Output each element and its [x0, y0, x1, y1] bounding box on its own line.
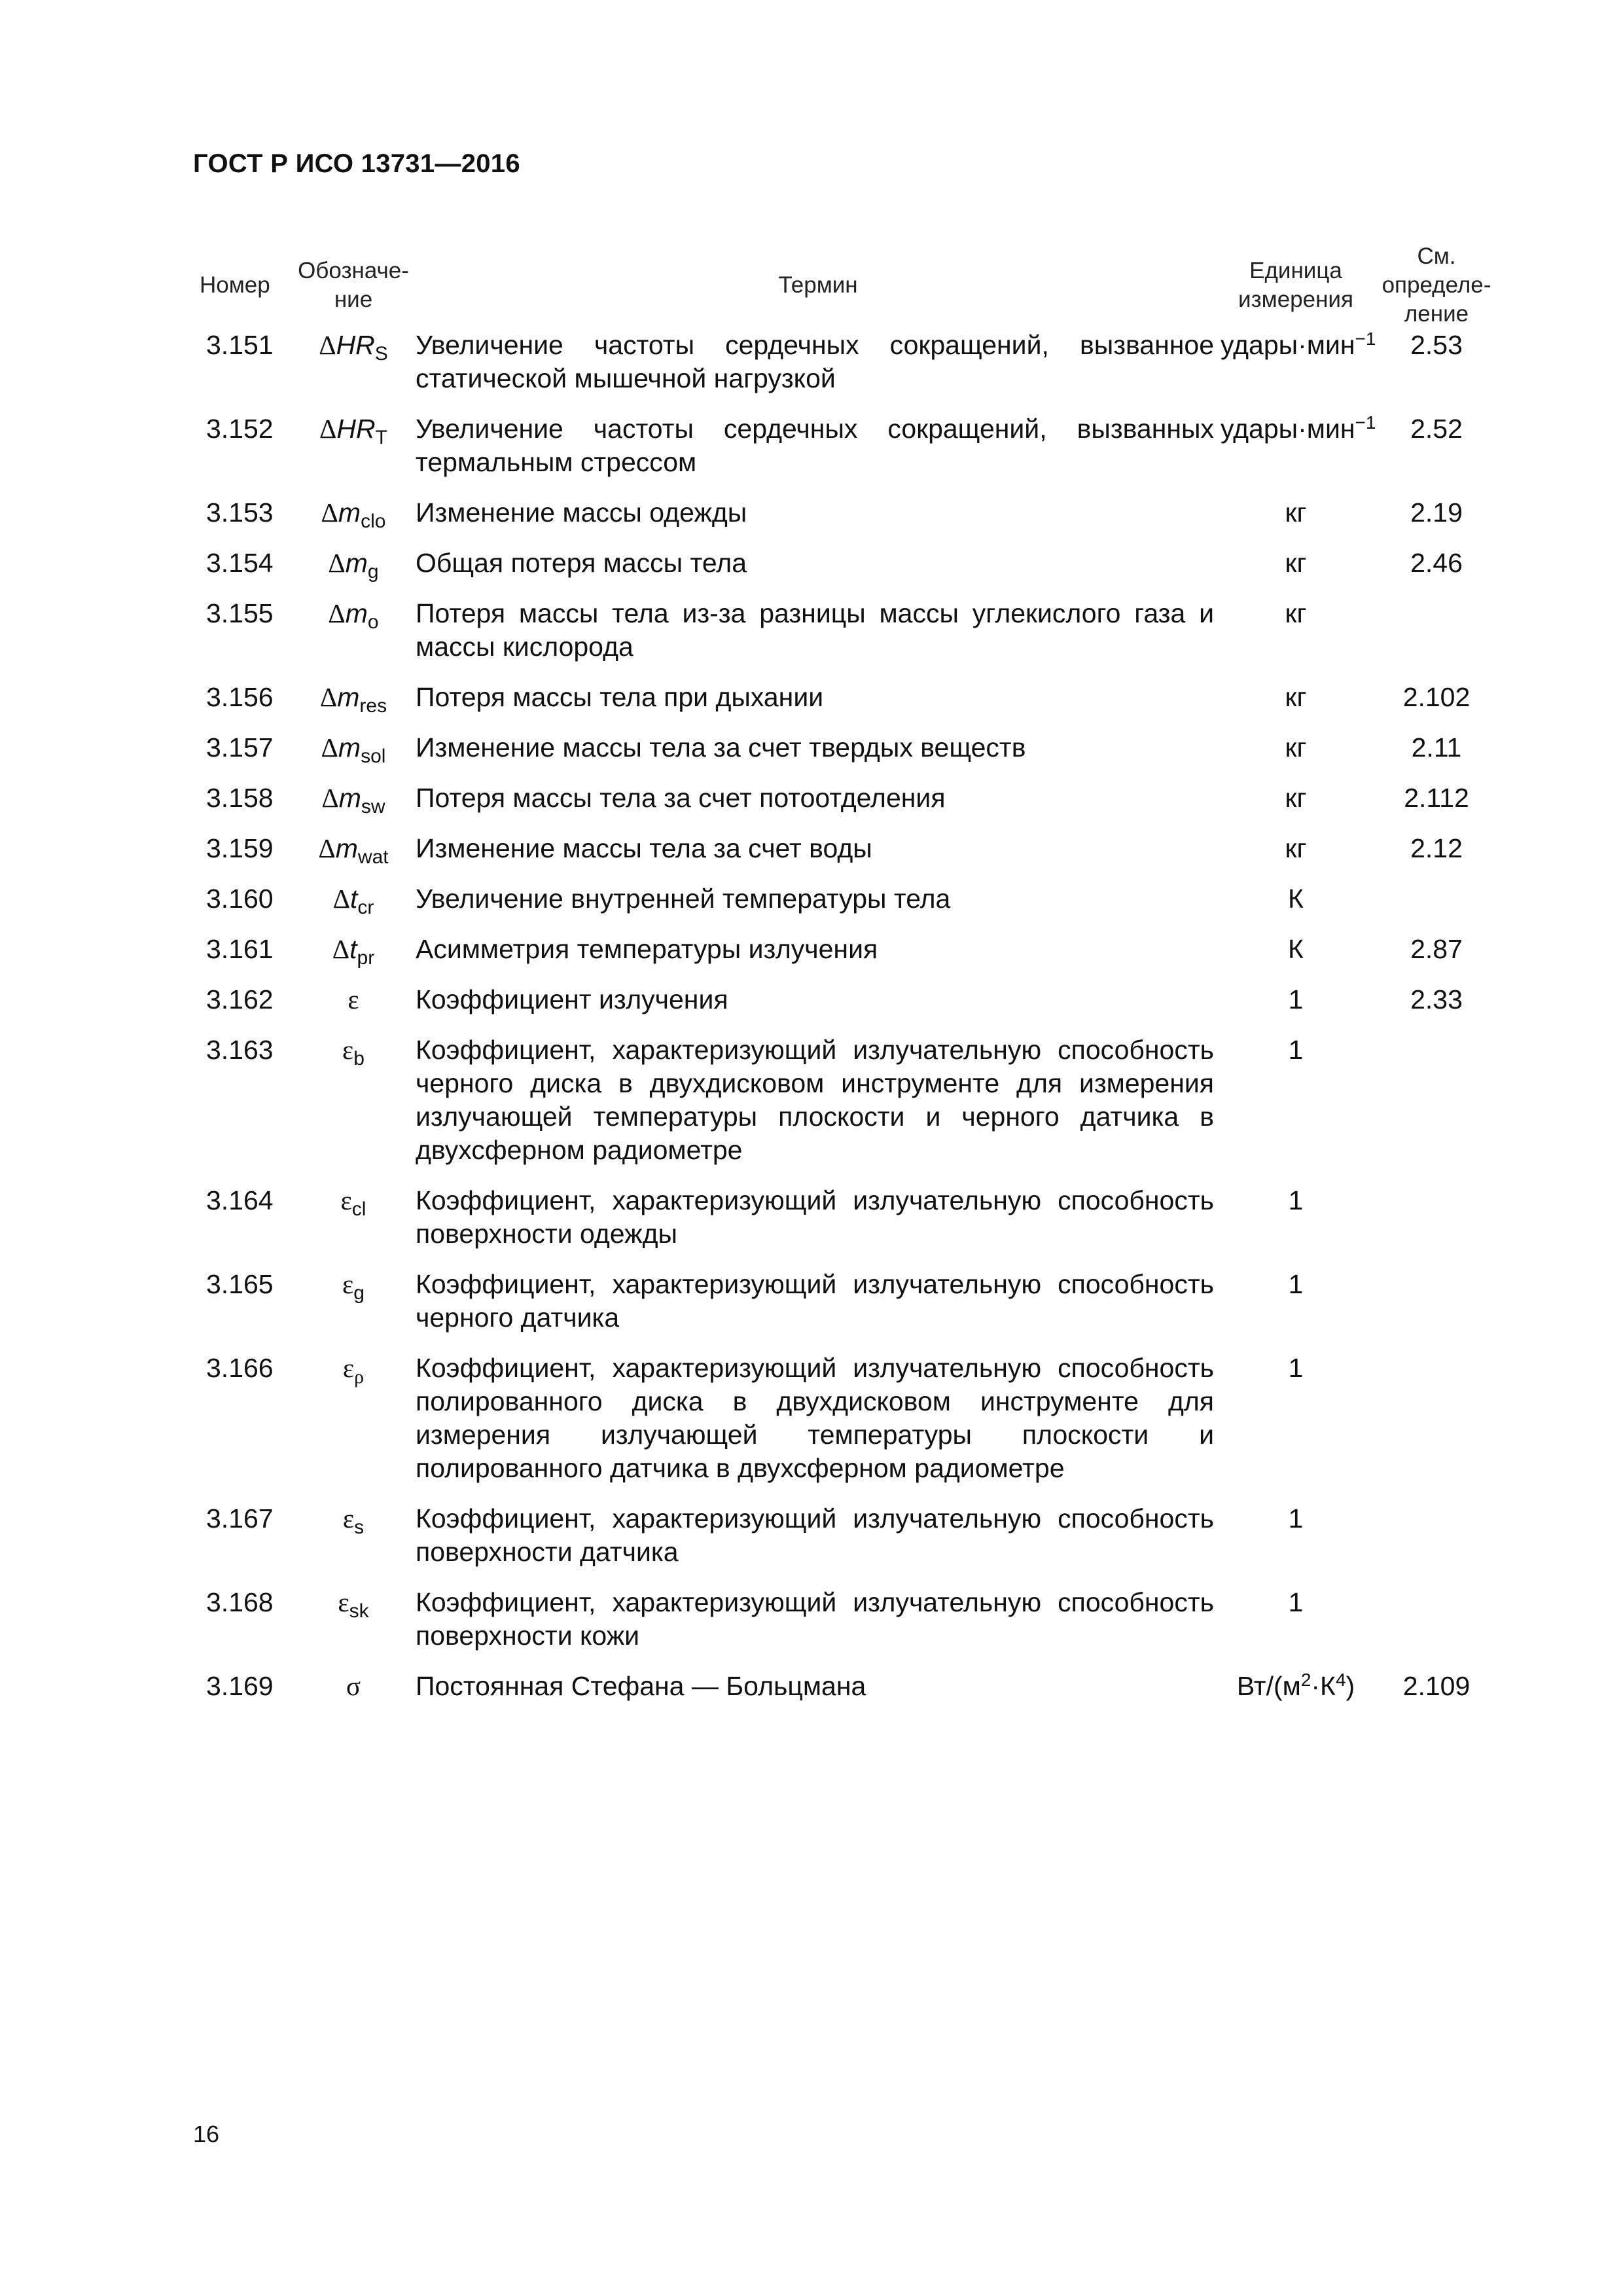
- row-unit: [1221, 1586, 1371, 1670]
- symbol-letter: ε: [342, 1353, 355, 1383]
- row-unit: [1221, 496, 1371, 547]
- unit-text: удары·мин: [1221, 414, 1355, 444]
- symbol-subscript: ρ: [354, 1366, 365, 1388]
- delta-symbol: Δ: [319, 414, 337, 444]
- symbol-letter: σ: [346, 1671, 361, 1701]
- table-row: [187, 731, 1502, 781]
- column-header-number: Номер: [200, 272, 270, 298]
- row-unit: [1221, 1268, 1371, 1352]
- unit-text: К: [1288, 884, 1304, 914]
- row-number: 3.153: [206, 497, 274, 528]
- row-unit: [1221, 983, 1371, 1033]
- row-reference: 2.53: [1410, 330, 1463, 360]
- row-unit: [1221, 781, 1371, 832]
- row-term: Потеря массы тела при дыхании: [416, 682, 824, 712]
- row-unit: [1221, 681, 1371, 731]
- table-row: [187, 1352, 1502, 1502]
- row-term: Коэффициент, характеризующий излучательную способность поверхности одежды: [416, 1185, 1214, 1249]
- row-symbol: [291, 1502, 416, 1586]
- symbol-letter: ε: [342, 1269, 354, 1299]
- unit-text: кг: [1285, 833, 1307, 863]
- symbol-subscript: g: [367, 561, 379, 583]
- row-reference: [1371, 882, 1502, 933]
- symbol-letter: ε: [342, 1035, 354, 1065]
- table-row: [187, 882, 1502, 933]
- unit-text: 1: [1288, 1269, 1304, 1299]
- symbol-letter: m: [338, 783, 361, 813]
- table-row: [187, 781, 1502, 832]
- row-reference: 2.87: [1410, 934, 1463, 964]
- row-number: 3.167: [206, 1503, 274, 1534]
- row-term: Коэффициент излучения: [416, 984, 728, 1014]
- table-row: [187, 1184, 1502, 1268]
- table-row: [187, 496, 1502, 547]
- row-term: Коэффициент, характеризующий излучательную способность черного диска в двухдисковом инструменте для измерения излучающей температуры плоскости и черного датчика в двухсферном радиометре: [416, 1035, 1214, 1165]
- unit-text: кг: [1285, 682, 1307, 712]
- row-number: 3.156: [206, 682, 274, 712]
- unit-text: удары·мин: [1221, 330, 1355, 360]
- row-symbol: [291, 933, 416, 983]
- row-term: Коэффициент, характеризующий излучательную способность полированного диска в двухдисковом инструменте для измерения излучающей температуры плоскости и полированного датчика в двухсферном радиометре: [416, 1353, 1214, 1483]
- row-term: Коэффициент, характеризующий излучательную способность поверхности кожи: [416, 1587, 1214, 1651]
- table-row: [187, 1268, 1502, 1352]
- unit-text: Вт/(м: [1236, 1671, 1301, 1701]
- row-number: 3.164: [206, 1185, 274, 1215]
- row-symbol: [291, 1268, 416, 1352]
- row-symbol: [291, 832, 416, 882]
- row-term: Изменение массы тела за счет воды: [416, 833, 872, 863]
- unit-text: ·К: [1311, 1671, 1336, 1701]
- table-row: [187, 329, 1502, 412]
- row-unit: [1221, 1033, 1371, 1184]
- row-symbol: [291, 547, 416, 597]
- symbol-letter: HR: [336, 414, 376, 444]
- row-reference: 2.46: [1410, 548, 1463, 578]
- delta-symbol: Δ: [332, 934, 350, 964]
- row-number: 3.169: [206, 1671, 274, 1701]
- table-row: [187, 412, 1502, 496]
- row-unit: [1221, 1184, 1371, 1268]
- row-symbol: [291, 1033, 416, 1184]
- symbol-letter: t: [349, 934, 357, 964]
- delta-symbol: Δ: [318, 833, 336, 863]
- symbol-subscript: cl: [351, 1198, 366, 1220]
- row-unit: [1221, 1502, 1371, 1586]
- row-reference: 2.11: [1411, 732, 1462, 762]
- symbol-subscript: g: [353, 1282, 365, 1304]
- row-unit: [1221, 1670, 1371, 1720]
- unit-text: кг: [1285, 598, 1307, 628]
- row-unit: [1221, 832, 1371, 882]
- symbol-letter: m: [338, 732, 361, 762]
- row-reference: [1371, 1502, 1502, 1586]
- delta-symbol: Δ: [332, 884, 350, 914]
- row-number: 3.158: [206, 783, 274, 813]
- delta-symbol: Δ: [321, 732, 338, 762]
- symbol-letter: m: [338, 497, 361, 528]
- symbol-subscript: cr: [357, 897, 374, 918]
- unit-exponent: 2: [1300, 1670, 1311, 1690]
- row-term: Общая потеря массы тела: [416, 548, 747, 578]
- row-number: 3.165: [206, 1269, 274, 1299]
- symbol-subscript: sk: [349, 1600, 369, 1622]
- row-reference: [1371, 1586, 1502, 1670]
- row-reference: [1371, 1268, 1502, 1352]
- row-reference: 2.33: [1410, 984, 1463, 1014]
- symbols-table: [187, 242, 1502, 1720]
- delta-symbol: Δ: [321, 783, 339, 813]
- row-term: Асимметрия температуры излучения: [416, 934, 878, 964]
- table-row: [187, 547, 1502, 597]
- symbol-subscript: sol: [361, 745, 386, 767]
- symbol-letter: m: [345, 598, 368, 628]
- row-reference: 2.12: [1410, 833, 1463, 863]
- row-reference: 2.112: [1404, 783, 1469, 813]
- row-symbol: [291, 597, 416, 681]
- row-term: Потеря массы тела за счет потоотделения: [416, 783, 946, 813]
- symbol-letter: t: [349, 884, 358, 914]
- unit-text: 1: [1288, 1185, 1304, 1215]
- table-body: [187, 329, 1502, 1720]
- row-symbol: [291, 496, 416, 547]
- symbol-letter: m: [345, 548, 368, 578]
- row-unit: [1221, 597, 1371, 681]
- table-header-row: [187, 242, 1502, 329]
- row-number: 3.155: [206, 598, 274, 628]
- row-symbol: [291, 731, 416, 781]
- row-symbol: [291, 681, 416, 731]
- row-reference: 2.52: [1410, 414, 1463, 444]
- row-term: Увеличение внутренней температуры тела: [416, 884, 951, 914]
- symbol-letter: ε: [342, 1503, 355, 1534]
- unit-text: кг: [1285, 548, 1307, 578]
- row-number: 3.162: [206, 984, 274, 1014]
- row-number: 3.154: [206, 548, 274, 578]
- row-symbol: [291, 329, 416, 412]
- symbol-letter: m: [335, 833, 358, 863]
- table-row: [187, 681, 1502, 731]
- row-term: Изменение массы тела за счет твердых веществ: [416, 732, 1026, 762]
- row-symbol: [291, 1352, 416, 1502]
- symbol-subscript: T: [375, 427, 387, 448]
- row-unit: [1221, 547, 1371, 597]
- row-term: Коэффициент, характеризующий излучательную способность черного датчика: [416, 1269, 1214, 1333]
- symbol-subscript: sw: [361, 796, 385, 817]
- symbol-subscript: wat: [357, 846, 389, 868]
- row-term: Увеличение частоты сердечных сокращений, вызванных термальным стрессом: [416, 414, 1214, 477]
- row-symbol: [291, 1670, 416, 1720]
- symbol-subscript: res: [359, 695, 387, 717]
- page-number: 16: [193, 2121, 220, 2147]
- table-row: [187, 1670, 1502, 1720]
- table-row: [187, 597, 1502, 681]
- delta-symbol: Δ: [319, 330, 336, 360]
- row-reference: 2.102: [1402, 682, 1471, 712]
- symbol-letter: HR: [336, 330, 375, 360]
- table-row: [187, 933, 1502, 983]
- row-symbol: [291, 412, 416, 496]
- row-term: Потеря массы тела из-за разницы массы углекислого газа и массы кислорода: [416, 598, 1214, 662]
- delta-symbol: Δ: [328, 598, 346, 628]
- row-number: 3.163: [206, 1035, 274, 1065]
- row-term: Коэффициент, характеризующий излучательную способность поверхности датчика: [416, 1503, 1214, 1567]
- symbol-subscript: clo: [361, 511, 386, 532]
- row-term: Постоянная Стефана — Больцмана: [416, 1671, 866, 1701]
- row-term: Изменение массы одежды: [416, 497, 747, 528]
- row-symbol: [291, 882, 416, 933]
- row-reference: [1371, 1352, 1502, 1502]
- symbol-subscript: S: [374, 343, 388, 365]
- row-symbol: [291, 1184, 416, 1268]
- row-unit: [1221, 412, 1376, 496]
- row-number: 3.160: [206, 884, 274, 914]
- document-title: ГОСТ Р ИСО 13731—2016: [193, 149, 520, 178]
- symbol-subscript: pr: [357, 947, 375, 969]
- row-symbol: [291, 781, 416, 832]
- table-row: [187, 1502, 1502, 1586]
- table-row: [187, 983, 1502, 1033]
- row-term: Увеличение частоты сердечных сокращений, вызванное статической мышечной нагрузкой: [416, 330, 1214, 393]
- row-number: 3.151: [206, 330, 274, 360]
- unit-text: ): [1346, 1671, 1355, 1701]
- unit-text: 1: [1288, 1035, 1304, 1065]
- row-number: 3.168: [206, 1587, 274, 1617]
- row-reference: 2.19: [1410, 497, 1463, 528]
- unit-text: 1: [1288, 1587, 1304, 1617]
- delta-symbol: Δ: [328, 548, 346, 578]
- row-number: 3.157: [206, 732, 274, 762]
- row-number: 3.159: [206, 833, 274, 863]
- row-number: 3.161: [206, 934, 274, 964]
- delta-symbol: Δ: [319, 682, 338, 712]
- symbol-letter: ε: [348, 984, 359, 1014]
- unit-text: кг: [1285, 497, 1307, 528]
- unit-exponent: 4: [1335, 1670, 1346, 1690]
- row-reference: 2.109: [1402, 1671, 1471, 1701]
- symbol-letter: ε: [338, 1587, 349, 1617]
- row-symbol: [291, 983, 416, 1033]
- row-reference: [1371, 1033, 1502, 1184]
- row-unit: [1221, 731, 1371, 781]
- row-number: 3.152: [206, 414, 274, 444]
- symbol-subscript: o: [367, 611, 379, 633]
- unit-text: 1: [1288, 1353, 1304, 1383]
- row-unit: [1221, 933, 1371, 983]
- table-row: [187, 1033, 1502, 1184]
- symbol-subscript: b: [353, 1048, 365, 1069]
- symbol-letter: m: [337, 682, 360, 712]
- unit-text: 1: [1288, 984, 1304, 1014]
- symbol-letter: ε: [340, 1185, 352, 1215]
- column-header-reference: См. определе- ление: [1382, 243, 1491, 327]
- symbol-subscript: s: [354, 1516, 365, 1538]
- row-symbol: [291, 1586, 416, 1670]
- row-number: 3.166: [206, 1353, 274, 1383]
- unit-text: кг: [1285, 732, 1307, 762]
- unit-text: кг: [1285, 783, 1307, 813]
- column-header-symbol: Обозначе- ние: [298, 258, 409, 312]
- column-header-term: Термин: [778, 272, 858, 298]
- unit-exponent: −1: [1355, 412, 1376, 433]
- unit-text: 1: [1288, 1503, 1304, 1534]
- column-header-unit: Единица измерения: [1238, 258, 1353, 312]
- row-reference: [1371, 1184, 1502, 1268]
- row-reference: [1371, 597, 1502, 681]
- row-unit: [1221, 1352, 1371, 1502]
- row-unit: [1221, 882, 1371, 933]
- row-unit: [1221, 329, 1376, 412]
- unit-text: К: [1288, 934, 1304, 964]
- table-row: [187, 832, 1502, 882]
- table-row: [187, 1586, 1502, 1670]
- unit-exponent: −1: [1355, 329, 1376, 349]
- delta-symbol: Δ: [321, 497, 338, 528]
